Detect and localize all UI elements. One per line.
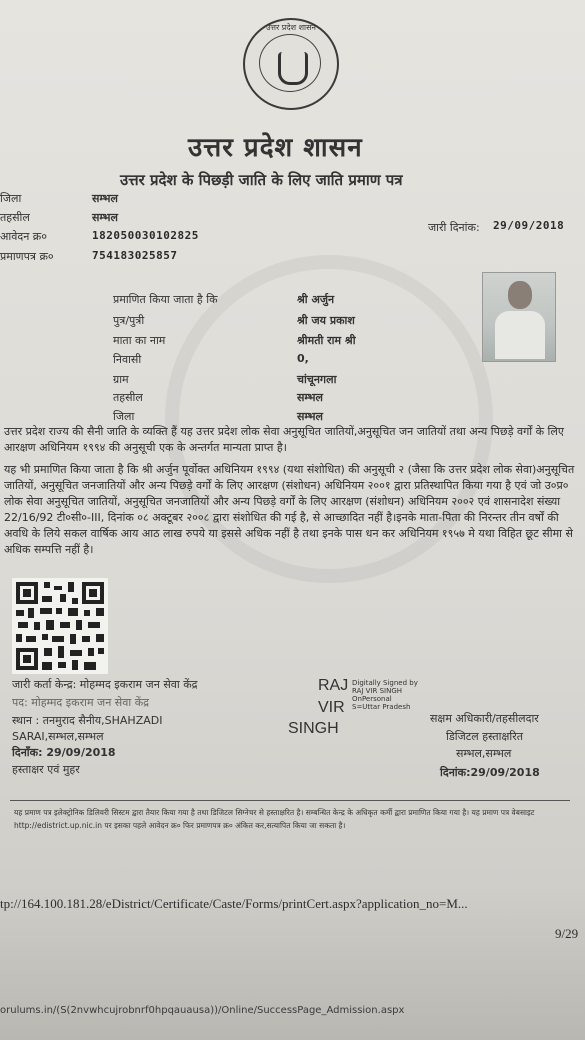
page-subtitle: उत्तर प्रदेश के पिछड़ी जाति के लिए जाति प्रमाण पत्र	[120, 171, 403, 189]
father-value: श्री जय प्रकाश	[297, 314, 355, 327]
authority-digital: डिजिटल हस्ताक्षरित	[446, 730, 523, 743]
issuer-place-line1: स्थान : तनमुराद सैनीय,SHAHZADI	[12, 714, 163, 727]
footer-verification-note: यह प्रमाण पत्र इलेक्ट्रोनिक डिलिवरी सिस्टम द्वारा तैयार किया गया है तथा डिजिटल सिग्नेचर से हस्ताक्षरित है। सम्बन्धित केन्द्र के अधिकृत कर्मी द्वारा प्रमाणित किया गया है। यह प्रमाण पत्र वेबसाइट http://edistrict.up.nic.in पर इसका पहले आवेदन क्र० फिर प्रमाणपत्र क्र० अंकित कर,सत्यापित किया जा सकता है।	[14, 808, 535, 830]
certificate-number-label: प्रमाणपत्र क्र०	[0, 250, 54, 263]
emblem-text: उत्तर प्रदेश शासन	[266, 23, 316, 32]
authority-place: सम्भल,सम्भल	[456, 747, 512, 760]
digital-sign-vir: VIR	[318, 699, 345, 716]
mother-value: श्रीमती राम श्री	[297, 334, 356, 347]
mother-label: माता का नाम	[113, 334, 166, 347]
village-value: चांचूनगला	[297, 373, 337, 386]
tehsil-label: तहसील	[0, 211, 30, 224]
authority-title: सक्षम अधिकारी/तहसीलदार	[430, 712, 539, 725]
issuer-post: पद: मोहम्मद इकराम जन सेवा केंद्र	[12, 696, 149, 709]
person-tehsil-label: तहसील	[113, 391, 143, 404]
issuer-place-line2: SARAI,सम्भल,सम्भल	[12, 730, 104, 743]
print-url: tp://164.100.181.28/eDistrict/Certificate/Caste/Forms/printCert.aspx?application_no=M...	[0, 896, 468, 911]
authority-date: दिनांक:29/09/2018	[440, 766, 540, 779]
digital-sign-raj: RAJ	[318, 677, 349, 694]
father-label: पुत्र/पुत्री	[113, 314, 145, 327]
district-label: जिला	[0, 192, 22, 205]
applicant-photo	[482, 272, 556, 362]
digital-sign-singh: SINGH	[288, 720, 339, 737]
page-title: उत्तर प्रदेश शासन	[188, 133, 363, 163]
issuer-date: दिनाँक: 29/09/2018	[12, 746, 116, 759]
person-tehsil-value: सम्भल	[297, 391, 323, 404]
issuer-sign-label: हस्ताक्षर एवं मुहर	[12, 763, 80, 776]
residence-label: निवासी	[113, 353, 142, 366]
certify-intro: प्रमाणित किया जाता है कि	[113, 293, 218, 306]
application-number-label: आवेदन क्र०	[0, 230, 47, 243]
emblem-bow-icon	[278, 52, 308, 85]
village-label: ग्राम	[113, 373, 129, 386]
eligibility-paragraph: उत्तर प्रदेश राज्य की सैनी जाति के व्यक्ति हैं यह उत्तर प्रदेश लोक सेवा अनुसूचित जातियों,अनुसूचित जन जातियों तथा अन्य पिछड़े वर्गों के लिए आरक्षण अधिनियम १९९४ की अनुसूची एक के अन्तर्गत मान्यता प्राप्त है।	[4, 425, 564, 454]
application-number-value: 182050030102825	[92, 229, 199, 242]
qr-code	[12, 578, 108, 674]
residence-value: 0,	[297, 352, 309, 365]
district-value: सम्भल	[92, 192, 118, 205]
digital-sign-detail: Digitally Signed by RAJ VIR SINGH OnPersonal S=Uttar Pradesh	[352, 679, 418, 711]
issuing-center: जारी कर्ता केन्द्र: मोहम्मद इकराम जन सेवा केंद्र	[12, 678, 198, 691]
issue-date-label: जारी दिनांक:	[428, 221, 480, 234]
person-district-value: सम्भल	[297, 410, 323, 423]
certificate-number-value: 754183025857	[92, 249, 178, 262]
applicant-name: श्री अर्जुन	[297, 293, 335, 306]
person-district-label: जिला	[113, 410, 135, 423]
print-page-number: 9/29	[555, 926, 579, 941]
bottom-url: orulums.in/(S(2nvwhcujrobnrf0hpqauausa))/Online/SuccessPage_Admission.aspx	[0, 1005, 405, 1016]
footer-divider	[10, 800, 570, 801]
declaration-paragraph: यह भी प्रमाणित किया जाता है कि श्री अर्जुन पूर्वोक्त अधिनियम १९९४ (यथा संशोधित) की अनुसूची २ (जैसा कि उत्तर प्रदेश लोक सेवा)अनुसूचित जातियों, अनुसूचित जनजातियों और अन्य पिछड़े वर्गों के लिए आरक्षण (संशोधन) अधिनियम २००१ द्वारा प्रतिस्थापित किया गया है एवं जो उ०प्र० लोक सेवा अनुसूचित जातियों, अनुसूचित जनजातियों और अन्य पिछड़े वर्गों के लिए आरक्षण (संशोधन) अधिनियम २००२ एवं शासनादेश संख्या 22/16/92 टी०सी०-III, दिनांक ०८ अक्टूबर २००८ द्वारा संशोधित की गई है, से आच्छादित नहीं है।इनके माता-पिता की निरन्तर तीन वर्षों की अवधि के लिये सकल वार्षिक आय आठ लाख रुपये या इससे अधिक नहीं है तथा इनके पास धन कर अधिनियम १९५७ मे यथा विहित छूट सीमा से अधिक सम्पत्ति नहीं है।	[4, 463, 575, 556]
state-emblem	[243, 18, 339, 110]
tehsil-value: सम्भल	[92, 211, 118, 224]
issue-date-value: 29/09/2018	[493, 219, 565, 232]
